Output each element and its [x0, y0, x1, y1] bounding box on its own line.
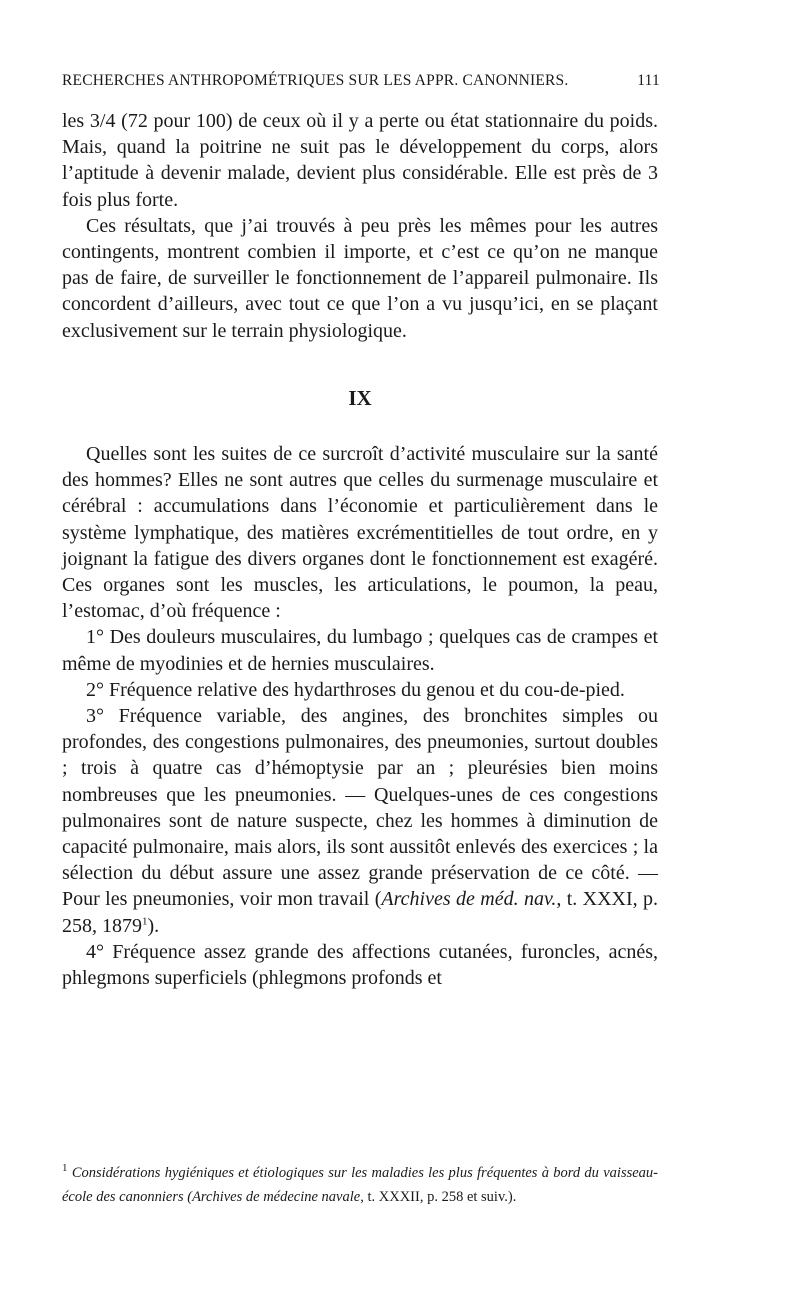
footnote-ref[interactable]: 1 [142, 915, 148, 928]
footnote-text: Considérations hygiéniques et étiologiques sur les maladies les plus fréquentes à bord du vaisseau-école des canonniers ( [62, 1165, 658, 1205]
list-item-text: 3° Fréquence variable, des angines, des bronchites simples ou profondes, des congestions pulmonaires, des pneumonies, surtout doubles ; trois à quatre cas d’hémoptysie par an ; pleurésies bien moins nombreuses que les pneumonies. — Quelques-unes de ces congestions pulmonaires sont de nature suspecte, chez les hommes à diminution de capacité pulmonaire, mais alors, ils sont aussitôt enlevés des exercices ; la sélection du début assure une assez grande préservation de ce côté. — Pour les pneumonies, voir mon travail ( [62, 705, 658, 911]
journal-citation: Archives de méd. nav. [381, 888, 557, 911]
citation-details: , t. XXXI, p. 258, 1879 [62, 888, 659, 937]
list-item [62, 703, 658, 939]
running-header [62, 72, 660, 90]
footnote-marker: 1 [62, 1162, 68, 1175]
main-text [62, 108, 658, 991]
footnote [62, 1162, 658, 1209]
list-item: 2° Fréquence relative des hydarthroses du genou et du cou-de-pied. [86, 678, 625, 701]
paragraph: Quelles sont les suites de ce surcroît d’activité musculaire sur la santé des hommes? Elles ne sont autres que celles du surmenage musculaire et cérébral : accumulations dans l’économie et particulièrement dans le système lymphatique, des matières excrémentitielles de tout ordre, en y joignant la fatigue des divers organes dont le fonctionnement est exagéré. Ces organes sont les muscles, les articulations, le poumon, la peau, l’estomac, d’où fréquence : [62, 443, 658, 623]
page-number: 111 [637, 72, 660, 89]
list-item: 4° Fréquence assez grande des affections cutanées, furoncles, acnés, phlegmons superficiels (phlegmons profonds et [62, 940, 658, 990]
citation-close: ). [147, 914, 160, 937]
list-item: 1° Des douleurs musculaires, du lumbago ; quelques cas de crampes et même de myodinies et de hernies musculaires. [62, 626, 658, 675]
footnote-details: , t. XXXII, p. 258 et suiv.). [360, 1188, 517, 1205]
paragraph: Ces résultats, que j’ai trouvés à peu près les mêmes pour les autres contingents, montrent combien il importe, et c’est ce qu’on ne manque pas de faire, de surveiller le fonctionnement de l’appareil pulmonaire. Ils concordent d’ailleurs, avec tout ce que l’on a vu jusqu’ici, en se plaçant exclusivement sur le terrain physiologique. [62, 214, 658, 342]
running-title: RECHERCHES ANTHROPOMÉTRIQUES SUR LES APPR. CANONNIERS. [62, 72, 569, 89]
paragraph: les 3/4 (72 pour 100) de ceux où il y a perte ou état stationnaire du poids. Mais, quand la poitrine ne suit pas le développement du corps, alors l’aptitude à devenir malade, devient plus considérable. Elle est près de 3 fois plus forte. [62, 110, 658, 211]
footnote-journal: Archives de médecine navale [192, 1188, 361, 1205]
section-title: IX [348, 385, 372, 410]
